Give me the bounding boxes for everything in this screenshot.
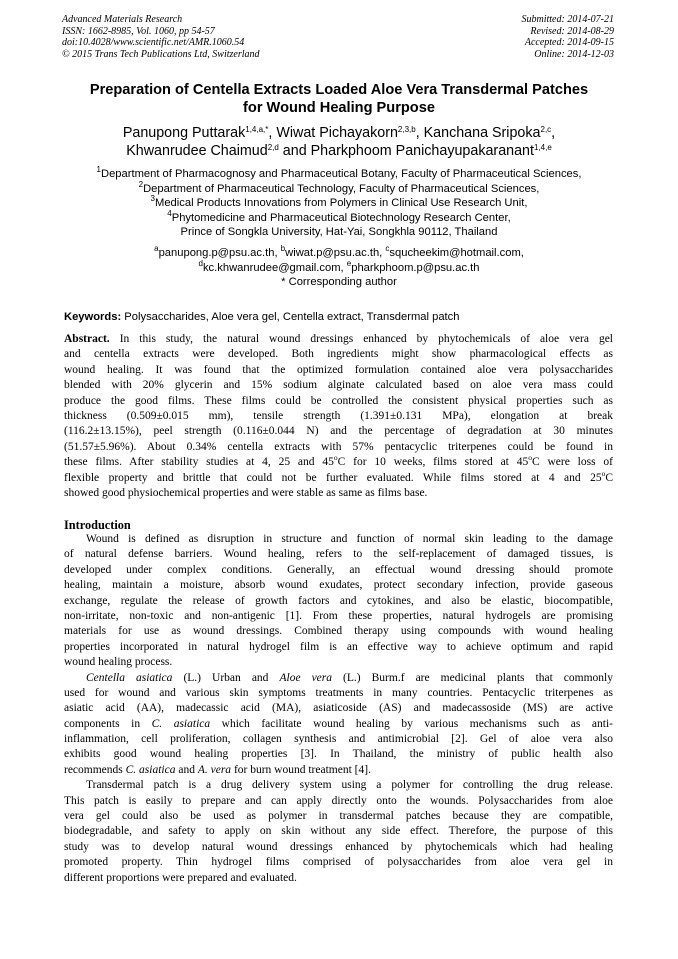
author-name: , Wiwat Pichayakorn [268,125,398,141]
abstract [64,332,613,501]
date-online: Online: 2014-12-03 [534,48,614,60]
journal-doi: doi:10.4028/www.scientific.net/AMR.1060.54 [62,37,245,48]
keywords-text: Polysaccharides, Aloe vera gel, Centella extract, Transdermal patch [121,311,460,323]
abstract-text: flexible property and brittle that could not be further evaluated. While films stored at 4 and 25 [64,471,602,484]
intro-line: properties incorporated in natural hydrogel film is an effective way to achieve optimum and rapid [64,640,613,653]
intro-line: exhibits good wound healing properties [3]. In Thailand, the ministry of public health also [64,748,613,761]
author-affil-sup: 1,4,e [533,143,552,152]
email-address: pharkphoom.p@psu.ac.th [351,261,480,274]
abstract-text: In this study, the natural wound dressings enhanced by phytochemicals of aloe vera gel [109,333,613,345]
author-affil-sup: 2,3,b [397,125,416,134]
intro-line: materials for use as wound dressings. Combined therapy using compounds with wound healing [64,625,613,638]
intro-line [64,671,613,686]
email-list [40,246,638,290]
journal-info [62,14,260,60]
publication-dates [522,14,615,60]
introduction-body [64,532,613,886]
intro-text: (L.) Urban and [172,671,280,684]
email-address: panupong.p@psu.ac.th, [158,247,281,259]
intro-text: for burn wound treatment [4]. [231,763,371,776]
intro-line: different proportions were prepared and evaluated. [64,871,297,884]
intro-line: non-irritate, non-toxic and non-antigenic [1]. From these properties, natural hydrogels are promising [64,609,613,622]
affiliation [40,196,638,211]
intro-line: Wound is defined as disruption in structure and function of normal skin leading to the damage [86,533,613,545]
abstract-line: wound healing. It was found that the optimized formulation contained aloe vera polysaccharides [64,363,613,376]
affiliation [40,167,638,182]
date-revised: Revised: 2014-08-29 [530,25,614,37]
intro-line: asiatic acid (AA), madecassic acid (MA), asiaticoside (AS) and madecassoside (MS) are active [64,702,613,715]
intro-line: of natural defense barriers. Wound healing, refers to the self-replacement of damaged tissues, is [64,548,613,561]
intro-line: study was to develop natural wound dressings enhanced by phytochemicals which had healing [64,840,613,853]
title-line: Preparation of Centella Extracts Loaded Aloe Vera Transdermal Patches [89,82,589,98]
title-line: for Wound Healing Purpose [243,100,435,116]
email-address: squcheekim@hotmail.com, [389,247,524,259]
author-affil-sup: 2,d [267,143,279,152]
affiliation-text: Prince of Songkla University, Hat-Yai, Songkhla 90112, Thailand [180,226,498,238]
abstract-line: (51.57±5.96%). About 0.34% centella extracts with 57% pentacyclic triterpenes could be found in [64,440,613,453]
intro-line: exchange, regulate the release of growth factors and cytokines, and also be elastic, biocompatible, [64,594,613,607]
intro-line: Transdermal patch is a drug delivery system using a polymer for controlling the drug release. [86,779,613,792]
affiliation [40,225,638,240]
affiliation-list [40,167,638,240]
degree-sup: o [601,468,606,478]
abstract-text: C [605,471,613,484]
abstract-text: C were loss of [531,456,613,469]
degree-sup: o [528,453,532,463]
author-line: Panupong Puttarak$^{1,4,a,*}$, Wiwat Pichayakorn$^{2,3,b}$, Kanchana Sripoka$^{2,c}$, [122,125,556,141]
email-sup: d [198,258,203,268]
intro-text: recommends [64,763,126,776]
affiliation-sup: 3 [150,194,155,203]
author-line [30,142,648,160]
species-name: Centella asiatica [86,671,173,684]
abstract-line: blended with 20% glycerin and 15% sodium alginate calculated based on aloe vera mass could [64,379,613,392]
intro-line: inflammation, cell proliferation, collagen synthesis and antimicrobial [2]. Gel of aloe vera also [64,733,613,746]
affiliation [40,179,638,197]
section-heading-introduction: Introduction [64,518,131,532]
email-sup: c [385,244,390,253]
author-affil-sup: 2,c [540,125,552,134]
intro-line: vera gel could also be used as polymer in transdermal patches because they are compatible, [64,810,613,823]
abstract-text: C for 10 weeks, films stored at 45 [337,456,529,469]
abstract-line: produce the good films. These films could be controlled the consistent physical properties such as [64,394,613,407]
affiliation [40,208,638,226]
email-address: wiwat.p@psu.ac.th, [285,247,386,259]
intro-line [64,717,613,732]
date-submitted: Submitted: 2014-07-21 [521,14,614,25]
degree-sup: o [333,453,338,463]
intro-line: used for wound and various skin symptoms treatments in many countries. Pentacyclic triterpenes as [64,686,613,699]
species-name: Aloe vera [279,671,333,684]
species-name: C. asiatica [125,763,176,776]
intro-line: wound healing process. [64,656,173,669]
author-name: , Kanchana Sripoka [415,125,541,141]
author-name: Panupong Puttarak [122,125,246,141]
journal-issn: ISSN: 1662-8985, Vol. 1060, pp 54-57 [62,25,215,37]
intro-line [64,763,613,778]
email-sup: e [346,258,352,268]
journal-name: Advanced Materials Research [62,14,183,25]
affiliation-text: Medical Products Innovations from Polymers in Clinical Use Research Unit, [155,197,528,209]
affiliation-text: Department of Pharmaceutical Technology, Faculty of Pharmaceutical Sciences, [143,182,540,195]
abstract-line: showed good physiochemical properties and were stable as same as films base. [64,486,428,499]
intro-line: promoted property. Thin hydrogel films comprised of polysaccharides from aloe vera gel in [64,856,613,869]
author-name: and Pharkphoom Panichayupakaranant [278,143,534,159]
author-list [30,124,648,160]
affiliation-text: Phytomedicine and Pharmaceutical Biotechnology Research Center, [171,211,511,224]
abstract-line [64,455,613,470]
abstract-text: these films. After stability studies at 4, 25 and 45 [64,456,334,469]
paper-title [40,81,638,117]
species-name: C. asiatica [151,717,211,730]
abstract-line [64,468,613,486]
affiliation-sup: 2 [138,179,144,189]
intro-text: (L.) Burm.f are medicinal plants that commonly [332,671,613,684]
intro-line: healing, maintain a moisture, absorb wound exudates, protect secondary infection, provide gaseous [64,579,613,592]
intro-line: This patch is easily to prepare and can apply directly onto the wounds. Polysaccharides from aloe [64,794,613,807]
intro-line: biodegradable, and safety to apply on skin without any side effect. Therefore, the purpose of this [64,825,613,838]
date-accepted: Accepted: 2014-09-15 [524,37,614,48]
intro-text: and [175,763,198,776]
species-name: A. vera [197,763,232,776]
author-name: Khwanrudee Chaimud [126,143,268,159]
email-address: kc.khwanrudee@gmail.com, [202,261,347,274]
affiliation-sup: 1 [96,165,101,174]
abstract-line [64,332,613,347]
abstract-line: thickness (0.509±0.015 mm), tensile strength (1.391±0.131 MPa), elongation at break [64,409,613,422]
email-sup: b [280,244,286,253]
email-line [40,246,638,261]
keywords-label: Keywords: [64,311,122,323]
intro-text: components in [64,717,152,730]
abstract-label: Abstract. [64,333,110,345]
intro-text: which facilitate wound healing by various mechanisms such as anti- [210,717,613,730]
affiliation-text: Department of Pharmacognosy and Pharmaceutical Botany, Faculty of Pharmaceutical Sciences, [100,168,582,180]
abstract-line: and centella extracts were developed. Both ingredients might show pharmacological effects as [64,348,613,361]
affiliation-sup: 4 [167,208,172,218]
email-sup: a [154,244,159,253]
author-affil-sup: 1,4,a,* [245,125,269,134]
keywords [64,310,624,324]
journal-copyright: © 2015 Trans Tech Publications Ltd, Switzerland [62,48,260,60]
email-line [40,258,638,276]
abstract-line: (116.2±13.15%), peel strength (0.116±0.044 N) and the percentage of degradation at 30 minutes [64,425,613,438]
corresponding-author-note: * Corresponding author [281,276,397,288]
intro-line: developed under complex conditions. Generally, an effectual wound dressing should promote [64,563,613,576]
